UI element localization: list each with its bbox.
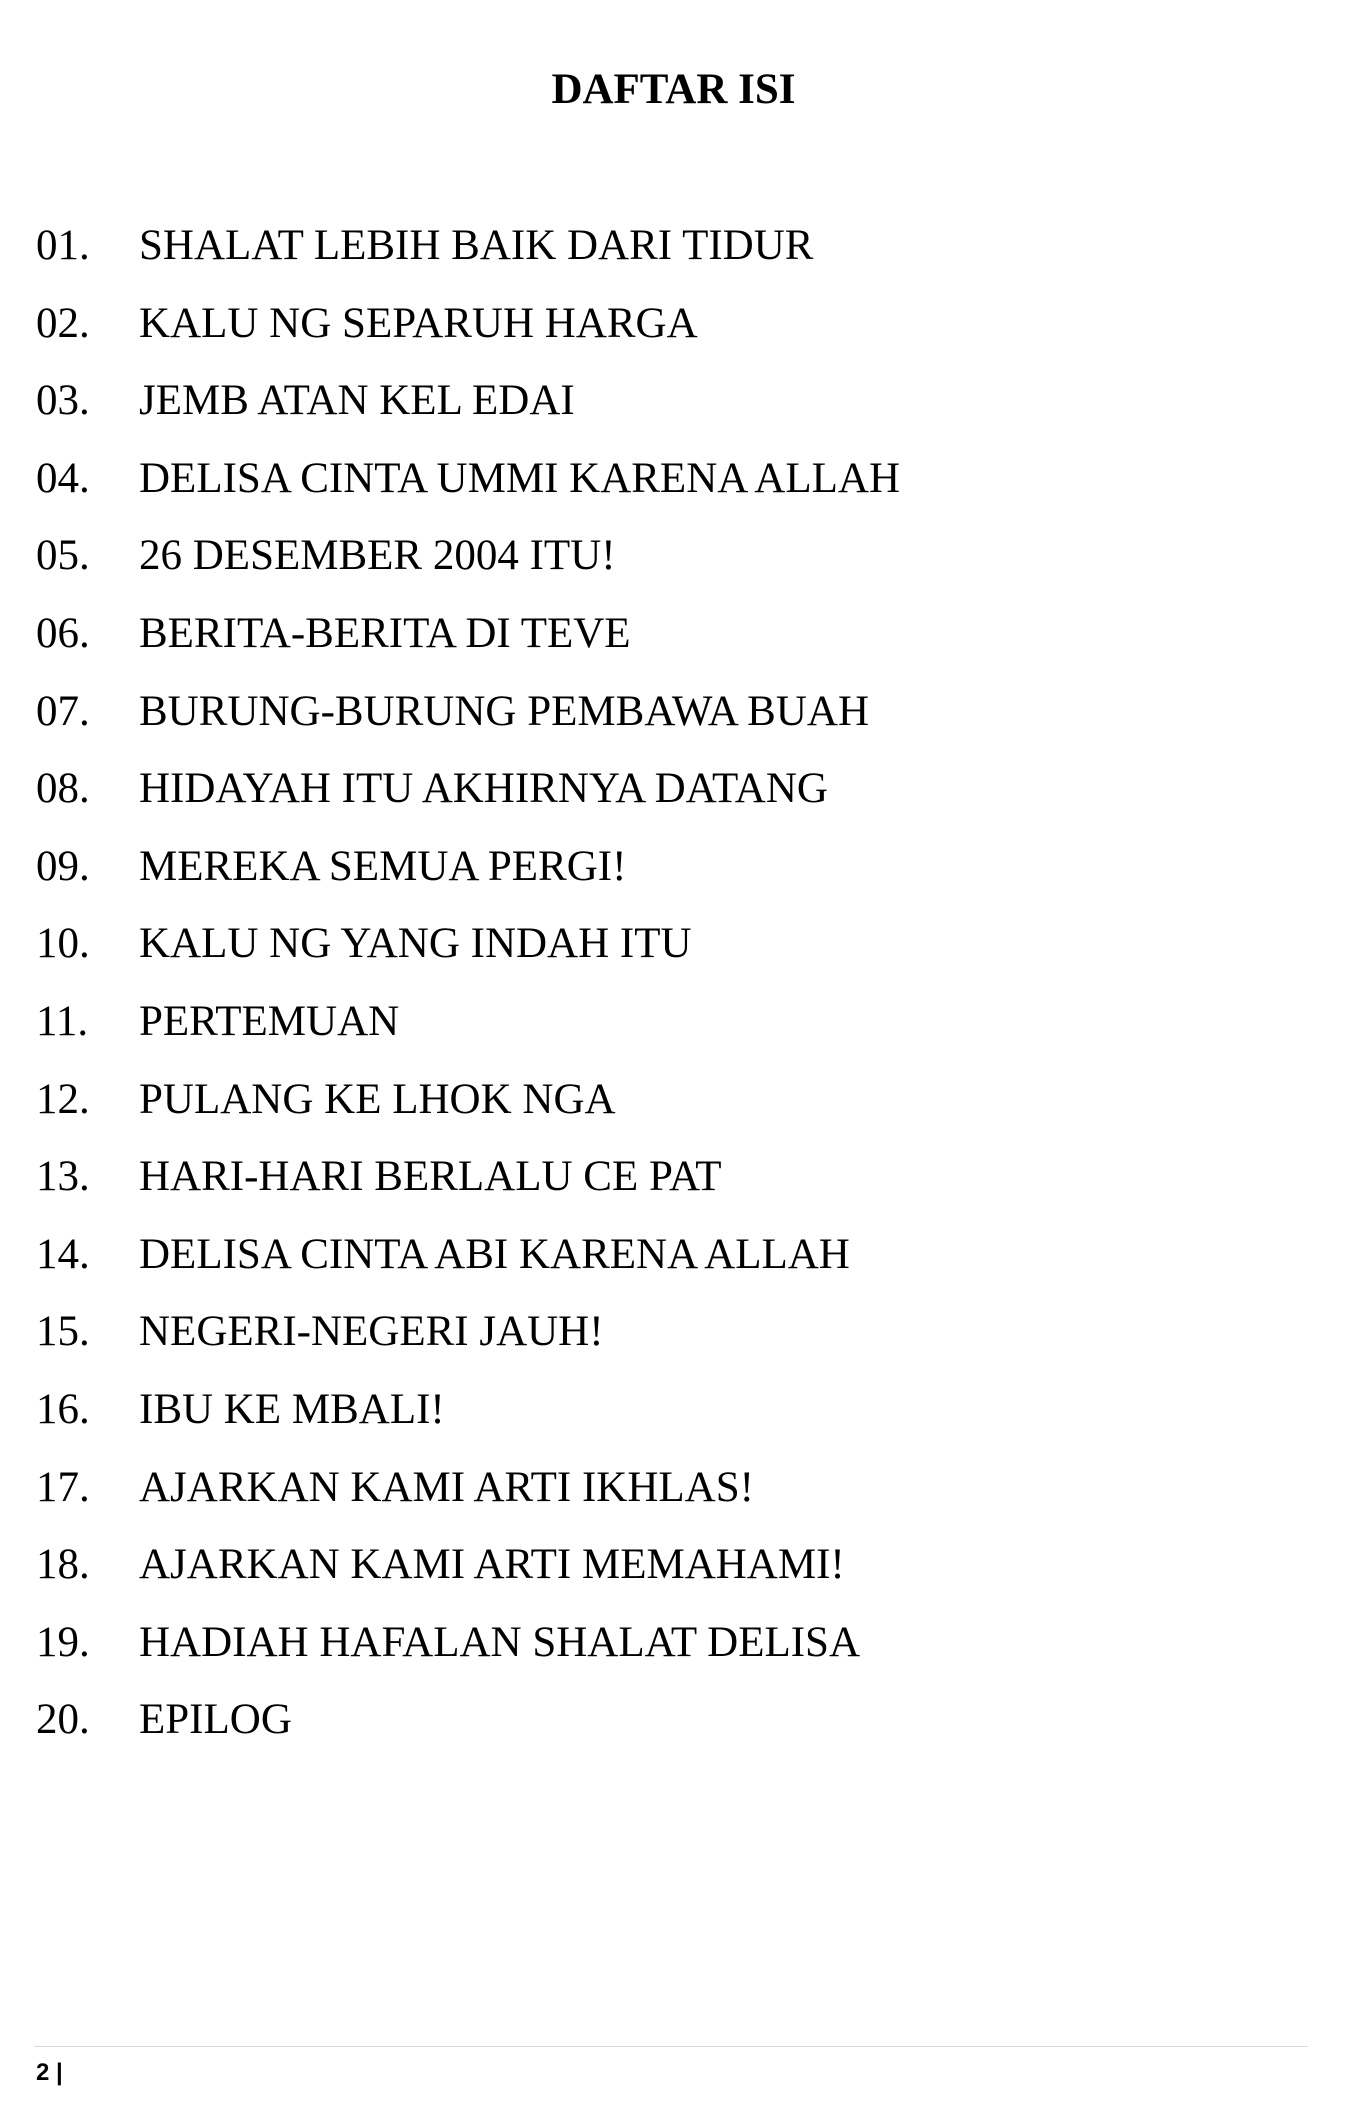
toc-entry-19[interactable]: [36, 1613, 900, 1691]
toc-title: EPILOG: [139, 1696, 292, 1744]
page-number: 2 |: [36, 2059, 63, 2086]
toc-entry-17[interactable]: [36, 1458, 900, 1536]
toc-number: 03.: [36, 377, 90, 425]
toc-entry-18[interactable]: [36, 1535, 900, 1613]
toc-title: AJARKAN KAMI ARTI IKHLAS!: [139, 1463, 754, 1511]
toc-number: 10.: [36, 920, 90, 968]
toc-title: DELISA CINTA UMMI KARENA ALLAH: [139, 454, 901, 502]
toc-title: NEGERI-NEGERI JAUH!: [139, 1308, 604, 1356]
toc-title: PULANG KE LHOK NGA: [139, 1075, 616, 1123]
toc-title: 26 DESEMBER 2004 ITU!: [139, 532, 616, 580]
table-of-contents: [36, 216, 900, 1768]
toc-entry-04[interactable]: [36, 449, 900, 527]
toc-entry-20[interactable]: [36, 1690, 900, 1768]
toc-entry-11[interactable]: [36, 992, 900, 1070]
toc-entry-05[interactable]: [36, 526, 900, 604]
toc-number: 16.: [36, 1385, 90, 1433]
toc-number: 11.: [36, 997, 89, 1045]
toc-title: KALU NG YANG INDAH ITU: [139, 920, 692, 968]
toc-entry-10[interactable]: [36, 914, 900, 992]
toc-title: DELISA CINTA ABI KARENA ALLAH: [139, 1230, 850, 1278]
toc-number: 15.: [36, 1308, 90, 1356]
toc-title: PERTEMUAN: [139, 997, 400, 1045]
toc-number: 09.: [36, 842, 90, 890]
toc-number: 14.: [36, 1230, 90, 1278]
toc-entry-12[interactable]: [36, 1070, 900, 1148]
toc-title: HIDAYAH ITU AKHIRNYA DATANG: [139, 765, 828, 813]
toc-title: KALU NG SEPARUH HARGA: [139, 299, 698, 347]
toc-number: 18.: [36, 1541, 90, 1589]
toc-title: SHALAT LEBIH BAIK DARI TIDUR: [139, 222, 814, 269]
toc-entry-16[interactable]: [36, 1380, 900, 1458]
toc-entry-09[interactable]: [36, 837, 900, 915]
toc-entry-08[interactable]: [36, 759, 900, 837]
toc-title: BURUNG-BURUNG PEMBAWA BUAH: [139, 687, 870, 735]
toc-entry-13[interactable]: [36, 1147, 900, 1225]
toc-number: 02.: [36, 299, 90, 347]
toc-entry-03[interactable]: [36, 371, 900, 449]
toc-number: 07.: [36, 687, 90, 735]
toc-entry-02[interactable]: [36, 294, 900, 372]
toc-entry-15[interactable]: [36, 1302, 900, 1380]
toc-number: 08.: [36, 765, 90, 813]
toc-number: 01.: [36, 222, 90, 269]
toc-number: 12.: [36, 1075, 90, 1123]
toc-entry-01[interactable]: [36, 216, 900, 294]
toc-title: IBU KE MBALI!: [139, 1385, 445, 1433]
toc-entry-06[interactable]: [36, 604, 900, 682]
toc-entry-07[interactable]: [36, 682, 900, 760]
toc-entry-14[interactable]: [36, 1225, 900, 1303]
page-title: DAFTAR ISI: [551, 66, 796, 113]
toc-number: 19.: [36, 1618, 90, 1666]
toc-title: AJARKAN KAMI ARTI MEMAHAMI!: [139, 1541, 845, 1589]
toc-number: 20.: [36, 1696, 90, 1744]
toc-number: 05.: [36, 532, 90, 580]
toc-number: 13.: [36, 1153, 90, 1201]
toc-number: 04.: [36, 454, 90, 502]
toc-number: 06.: [36, 609, 90, 657]
toc-title: BERITA-BERITA DI TEVE: [139, 609, 631, 657]
toc-title: HARI-HARI BERLALU CE PAT: [139, 1153, 722, 1201]
toc-title: MEREKA SEMUA PERGI!: [139, 842, 627, 890]
toc-number: 17.: [36, 1463, 90, 1511]
footer-divider: [34, 2046, 1308, 2047]
toc-title: HADIAH HAFALAN SHALAT DELISA: [139, 1618, 861, 1666]
toc-title: JEMB ATAN KEL EDAI: [139, 377, 575, 425]
